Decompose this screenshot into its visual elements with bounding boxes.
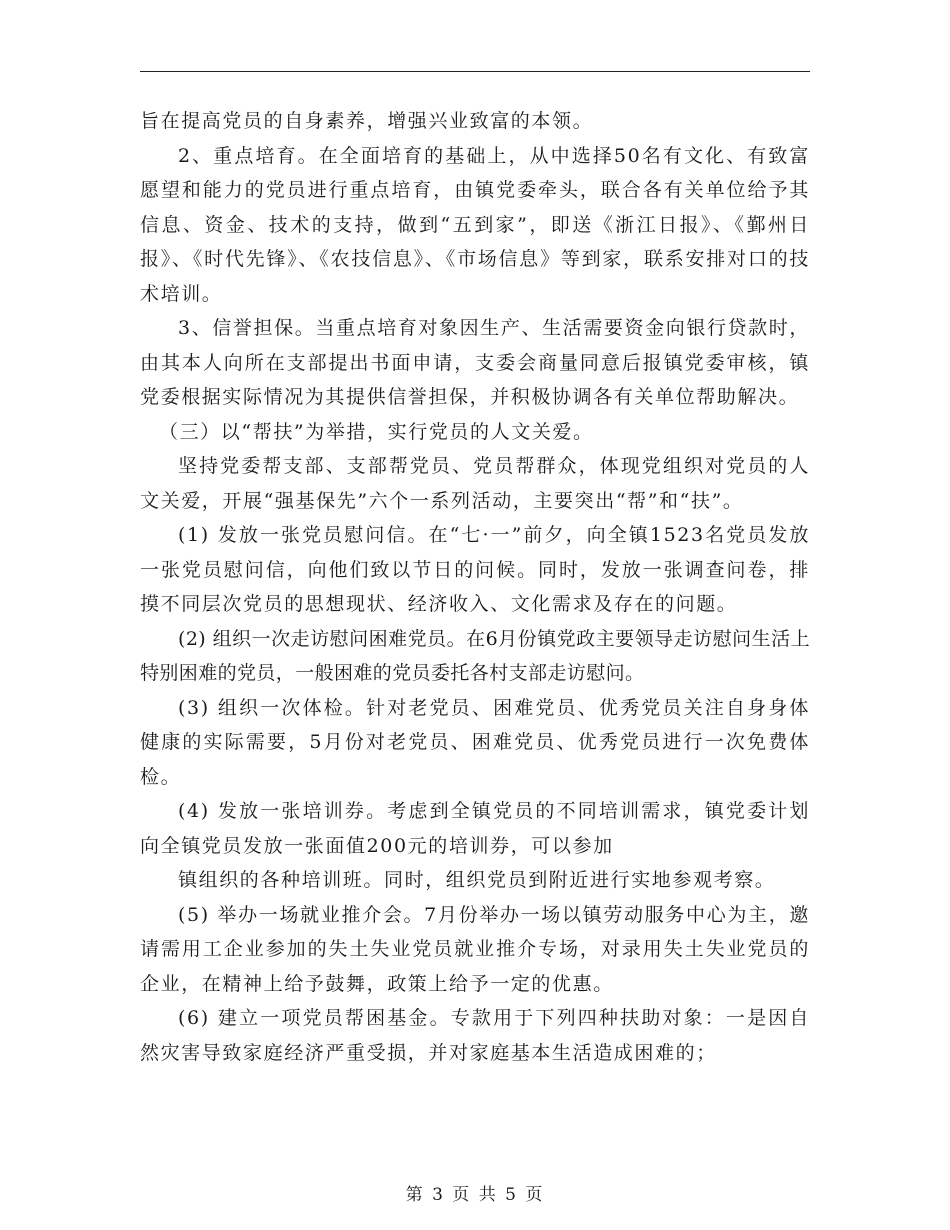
- list-item: (6) 建立一项党员帮困基金。专款用于下列四种扶助对象：一是因自然灾害导致家庭经济严重受损，并对家庭基本生活造成困难的；: [140, 1007, 810, 1064]
- paragraph: 3、信誉担保。当重点培育对象因生产、生活需要资金向银行贷款时，由其本人向所在支部提出书面申请，支委会商量同意后报镇党委审核，镇党委根据实际情况为其提供信誉担保，并积极协调各有关单位帮助解决。: [140, 317, 810, 408]
- header-rule: [140, 71, 810, 72]
- list-item: (3) 组织一次体检。针对老党员、困难党员、优秀党员关注自身身体健康的实际需要，5月份对老党员、困难党员、优秀党员进行一次免费体检。: [140, 696, 810, 788]
- section-heading: （三）以“帮扶”为举措，实行党员的人文关爱。: [159, 420, 594, 443]
- page-number: 第 3 页 共 5 页: [405, 1185, 545, 1205]
- body-text: [140, 104, 810, 1070]
- paragraph: 镇组织的各种培训班。同时，组织党员到附近进行实地参观考察。: [178, 869, 776, 891]
- paragraph: 坚持党委帮支部、支部帮党员、党员帮群众，体现党组织对党员的人文关爱，开展“强基保先”六个一系列活动，主要突出“帮”和“扶”。: [140, 455, 810, 512]
- list-item: (5) 举办一场就业推介会。7月份举办一场以镇劳动服务中心为主，邀请需用工企业参加的失土失业党员就业推介专场，对录用失土失业党员的企业，在精神上给予鼓舞，政策上给予一定的优惠。: [140, 903, 810, 995]
- list-item: (2) 组织一次走访慰问困难党员。在6月份镇党政主要领导走访慰问生活上特别困难的党员，一般困难的党员委托各村支部走访慰问。: [140, 627, 810, 684]
- list-item: (1) 发放一张党员慰问信。在“七·一”前夕，向全镇1523名党员发放一张党员慰问信，向他们致以节日的问候。同时，发放一张调查问卷，排摸不同层次党员的思想现状、经济收入、文化需求及存在的问题。: [140, 524, 810, 615]
- paragraph: 旨在提高党员的自身素养，增强兴业致富的本领。: [140, 110, 594, 132]
- list-item: (4) 发放一张培训券。考虑到全镇党员的不同培训需求，镇党委计划向全镇党员发放一张面值200元的培训券，可以参加: [140, 800, 810, 857]
- paragraph: 2、重点培育。在全面培育的基础上，从中选择50名有文化、有致富愿望和能力的党员进行重点培育，由镇党委牵头，联合各有关单位给予其信息、资金、技术的支持，做到“五到家”，即送《浙江日报》、《鄞州日报》、《时代先锋》、《农技信息》、《市场信息》等到家，联系安排对口的技术培训。: [140, 144, 810, 305]
